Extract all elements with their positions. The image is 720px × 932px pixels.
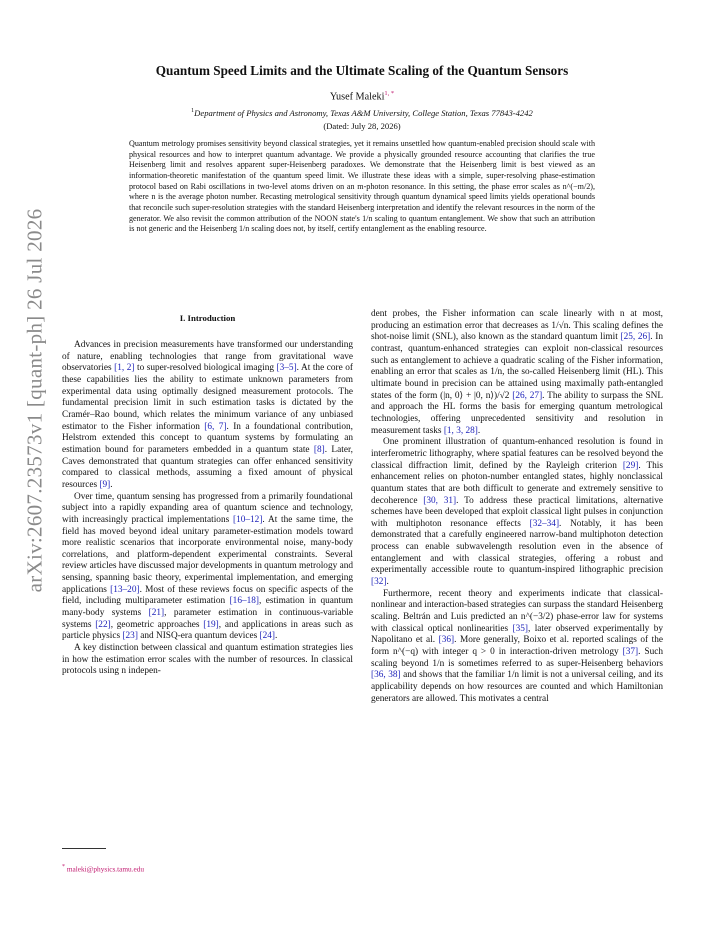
body-paragraph: Furthermore, recent theory and experiments indicate that classical-nonlinear and interaction-based strategies can surpass the standard Heisenberg scaling. Beltrán and Luis predicted an n^(−3/2) phase-error law for systems with classical optical nonlinearities [35], later observed experimentally by Napolitano et al. [36]. More generally, Boixo et al. reported scalings of the form n^(−q) with integer q > 0 in interaction-driven metrology [37]. Such scaling beyond 1/n is sometimes referred to as super-Heisenberg behaviors [36, 38] and shows that the familiar 1/n limit is not a universal ceiling, and its applicability depends on how resources are counted and which Hamiltonian generators are allowed. This motivates a central xyxy=(371,588,664,704)
citation-link[interactable]: [1, 2] xyxy=(114,363,135,374)
citation-link[interactable]: [26, 27] xyxy=(512,390,543,401)
citation-link[interactable]: [13–20] xyxy=(110,584,140,595)
citation-link[interactable]: [23] xyxy=(122,631,138,642)
body-paragraph: Over time, quantum sensing has progressed from a primarily foundational subject into a rapidly expanding area of quantum science and technology, with increasingly practical implementations [10–12]. At the same time, the field has moved beyond ideal unitary parameter-estimation models toward more realistic scenarios that incorporate environmental noise, many-body correlations, and platform-dependent experimental constraints. Several review articles have discussed major developments in quantum metrology and sensing, spanning basic theory, experimental implementation, and emerging applications [13–20]. Most of these reviews focus on specific aspects of the field, including multiparameter estimation [16–18], estimation in quantum many-body systems [21], parameter estimation in continuous-variable systems [22], geometric approaches [19], and applications in areas such as particle physics [23] and NISQ-era quantum devices [24]. xyxy=(62,491,354,642)
citation-link[interactable]: [9] xyxy=(99,479,111,490)
author-superscript: 1, * xyxy=(384,90,395,97)
citation-link[interactable]: [30, 31] xyxy=(423,495,457,506)
citation-link[interactable]: [19] xyxy=(203,619,219,630)
citation-link[interactable]: [36] xyxy=(438,635,455,646)
affiliation-superscript: 1 xyxy=(191,108,195,115)
citation-link[interactable]: [10–12] xyxy=(232,514,263,525)
citation-link[interactable]: [37] xyxy=(622,647,639,658)
body-paragraph: One prominent illustration of quantum-enhanced resolution is found in interferometric lithography, where spatial features can be resolved beyond the classical diffraction limit, defined by the Rayleigh criterion [29]. This enhancement relies on photon-number entangled states, highly nonclassical quantum states that are both difficult to generate and extremely sensitive to decoherence [30, 31]. To address these practical limitations, alternative schemes have been developed that exploit classical light pulses in conjunction with multiphoton resonance effects [32–34]. Notably, it has been demonstrated that a carefully engineered narrow-band multiphoton detection process can enable subwavelength resolution even in the absence of entanglement and with classical strategies, offering a robust and experimentally accessible route to quantum-inspired lithographic precision [32]. xyxy=(371,437,663,588)
citation-link[interactable]: [6, 7] xyxy=(204,421,227,432)
citation-link[interactable]: [32–34] xyxy=(529,518,560,529)
author-line xyxy=(100,90,624,102)
body-paragraph: dent probes, the Fisher information can scale linearly with n at most, producing an estimation error that decreases as 1/√n. This scaling defines the shot-noise limit (SNL), also known as the standard quantum limit [25, 26]. In contrast, quantum-enhanced strategies can exploit non-classical resources such as entanglement to achieve a quadratic scaling of the Fisher information, enabling an error that scales as 1/n, the so-called Heisenberg limit (HL). This ultimate bound in precision can be attained using maximally path-entangled states of the form (|n, 0⟩ + |0, n⟩)/√2 [26, 27]. The ability to surpass the SNL and approach the HL forms the basis for emerging quantum metrological technologies, offering unprecedented sensitivity and resolution in measurement tasks [1, 3, 28]. xyxy=(371,309,664,436)
citation-link[interactable]: [36, 38] xyxy=(371,670,401,681)
footnote-rule xyxy=(62,848,106,849)
footnote xyxy=(62,864,144,873)
citation-link[interactable]: [8] xyxy=(313,444,325,455)
affiliation xyxy=(100,108,624,118)
footnote-mark: * xyxy=(62,864,65,870)
citation-link[interactable]: [21] xyxy=(148,608,165,619)
author-name: Yusef Maleki xyxy=(329,91,385,103)
right-column xyxy=(371,309,663,705)
body-paragraph: Advances in precision measurements have transformed our understanding of nature, enabling technologies that range from gravitational wave observatories [1, 2] to super-resolved biological imaging [3–5]. At the core of these capabilities lies the ability to estimate unknown parameters from experimental data using optimally designed measurement protocols. The fundamental precision limit in such estimation tasks is dictated by the Cramér–Rao bound, which relates the minimum variance of any unbiased estimator to the Fisher information [6, 7]. In a foundational contribution, Helstrom extended this concept to quantum systems by formulating an estimation bound for parameters embedded in a quantum state [8]. Later, Caves demonstrated that quantum strategies can offer enhanced sensitivity compared to classical methods, assuming a fixed amount of physical resources [9]. xyxy=(62,340,353,490)
abstract: Quantum metrology promises sensitivity beyond classical strategies, yet it remains unsettled how quantum-enabled precision should scale with physical resources and how to interpret quantum advantage. We provide a physically grounded resource accounting that clarifies the true Heisenberg limit and resolves apparent super-Heisenberg paradoxes. We demonstrate that the Heisenberg limit is best viewed as an information-theoretic manifestation of the quantum speed limit. We illustrate these ideas with a simple, super-resolving phase-estimation protocol based on Rabi oscillations in two-level atoms driven on an m-photon resonance. In this setting, the phase error scales as n^(−m/2), where n is the average photon number. Recasting metrological sensitivity through quantum dynamical speed limits yields operational bounds that reconcile such super-resolution strategies with the standard Heisenberg interpretation and identify the relevant resources in the norm of the generator. We also revisit the common attribution of the NOON state's 1/n scaling to quantum entanglement. We show that such an attribution is not generic and the Heisenberg 1/n scaling does not, by itself, certify entanglement as the enabling resource. xyxy=(129,139,595,234)
body-paragraph: A key distinction between classical and quantum estimation strategies lies in how the estimation error scales with the number of resources. In classical protocols using n indepen- xyxy=(62,643,353,677)
citation-link[interactable]: [1, 3, 28] xyxy=(443,425,478,436)
section-heading: I. Introduction xyxy=(179,313,236,323)
citation-link[interactable]: [35] xyxy=(512,623,528,634)
author-email-link[interactable]: maleki@physics.tamu.edu xyxy=(66,864,145,874)
arxiv-stamp-text: arXiv:2607.23573v1 [quant-ph] 26 Jul 2026 xyxy=(22,208,47,592)
citation-link[interactable]: [25, 26] xyxy=(620,332,651,343)
affiliation-text: Department of Physics and Astronomy, Texas A&M University, College Station, Texas 77843-4242 xyxy=(194,108,533,118)
paper-title: Quantum Speed Limits and the Ultimate Scaling of the Quantum Sensors xyxy=(155,63,569,78)
citation-link[interactable]: [22] xyxy=(95,619,111,630)
left-column xyxy=(62,340,353,678)
citation-link[interactable]: [24] xyxy=(259,631,276,642)
citation-link[interactable]: [32] xyxy=(371,577,387,588)
citation-link[interactable]: [3–5] xyxy=(276,363,297,374)
arxiv-stamp xyxy=(0,120,70,680)
citation-link[interactable]: [16–18] xyxy=(229,596,260,607)
citation-link[interactable]: [29] xyxy=(622,460,639,471)
date-line: (Dated: July 28, 2026) xyxy=(323,121,401,131)
